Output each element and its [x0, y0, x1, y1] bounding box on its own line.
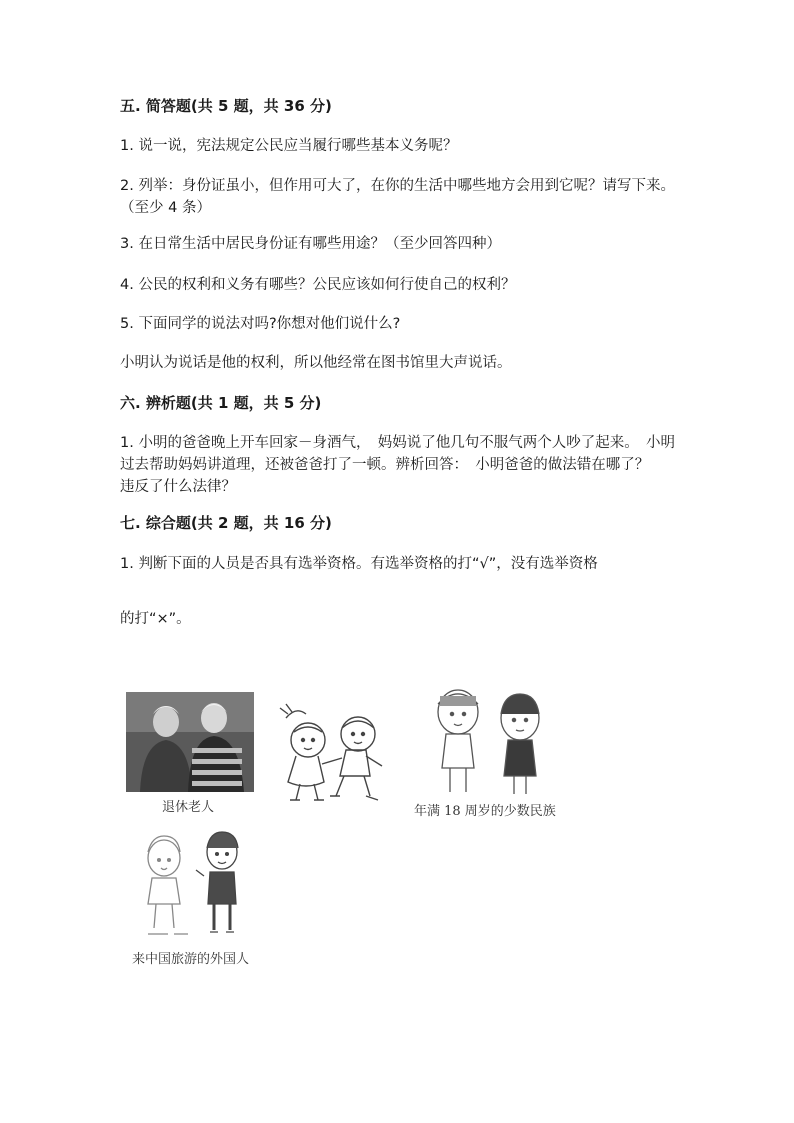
section-6-heading: 六. 辨析题(共 1 题，共 5 分): [120, 394, 322, 412]
children-cartoon: [266, 700, 406, 806]
minority-youths-cartoon: [428, 684, 558, 798]
section-7-heading: 七. 综合题(共 2 题，共 16 分): [120, 514, 332, 532]
caption-minority: 年满 18 周岁的少数民族: [414, 804, 556, 819]
question-5-5-statement: 小明认为说话是他的权利，所以他经常在图书馆里大声说话。: [120, 355, 512, 371]
question-7-1-line1: 1. 判断下面的人员是否具有选举资格。有选举资格的打“√”，没有选举资格: [120, 556, 598, 572]
caption-retired: 退休老人: [162, 800, 215, 815]
question-6-1: 1. 小明的爸爸晚上开车回家－身酒气， 妈妈说了他几句不服气两个人吵了起来。 小明过去帮助妈妈讲道理，还被爸爸打了一顿。辨析回答： 小明爸爸的做法错在哪了？ 违反了什么法律？: [120, 435, 675, 495]
question-7-1-line2: 的打“×”。: [120, 611, 191, 627]
retired-couple-photo: [126, 692, 254, 792]
caption-foreigner: 来中国旅游的外国人: [132, 952, 250, 967]
section-5-heading: 五. 简答题(共 5 题，共 36 分): [120, 97, 332, 115]
foreign-tourists-cartoon: [138, 830, 258, 942]
question-5-3: 3. 在日常生活中居民身份证有哪些用途？（至少回答四种）: [120, 236, 501, 252]
question-5-2: 2. 列举：身份证虽小，但作用可大了，在你的生活中哪些地方会用到它呢？请写下来。（至少 4 条）: [120, 178, 675, 216]
question-5-5: 5. 下面同学的说法对吗?你想对他们说什么?: [120, 316, 401, 332]
question-5-1: 1. 说一说，宪法规定公民应当履行哪些基本义务呢？: [120, 138, 458, 154]
question-5-4: 4. 公民的权利和义务有哪些？公民应该如何行使自己的权利？: [120, 277, 516, 293]
